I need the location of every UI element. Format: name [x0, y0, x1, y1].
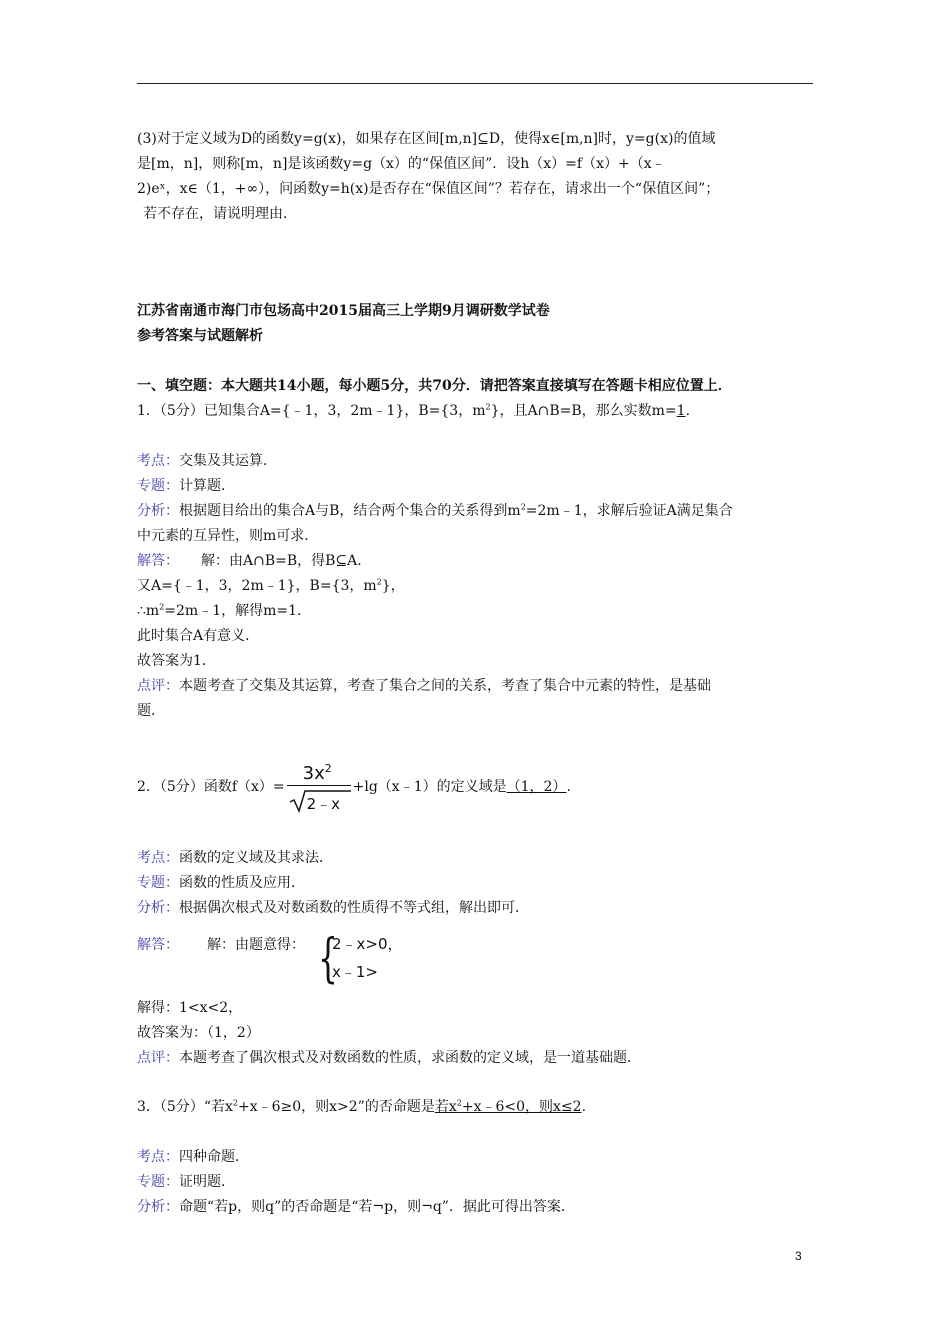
q1-jieda-2a: 又A={﹣1，3，2m﹣1}，B={3，m: [137, 578, 377, 594]
part3-line-3: 2)eˣ，x∈（1，+∞），问函数y=h(x)是否存在“保值区间”？若存在，请求出一个“保值区间”；: [137, 181, 720, 197]
q2-jieda-line-3: 故答案为：（1，2）: [137, 1025, 260, 1041]
fenxi-label: 分析：: [137, 900, 179, 916]
q3-answer: [435, 1099, 582, 1115]
q1-jieda-3a: ∴m: [137, 603, 160, 619]
q1-jieda-text: 解：由A∩B=B，得B⊆A．: [201, 553, 372, 569]
q3-zhuanti-text: 证明题．: [179, 1174, 235, 1190]
zhuanti-label: 专题：: [137, 875, 179, 891]
q1-stem-end: .: [685, 403, 691, 419]
fraction-bar: [287, 785, 351, 786]
q1-stem-text-2: }，且A∩B=B，那么实数m=: [490, 403, 677, 419]
zhuanti-label: 专题：: [137, 478, 179, 494]
q3-stem-text: 3．（5分）“若x: [137, 1099, 233, 1115]
fenxi-label: 分析：: [137, 503, 179, 519]
kaodian-label: 考点：: [137, 850, 179, 866]
q1-zhuanti-text: 计算题．: [179, 478, 235, 494]
q1-jieda-2b: }，: [381, 578, 405, 594]
q1-zhuanti: [137, 474, 817, 499]
fraction-denominator: [289, 789, 351, 813]
problem-part3: [137, 127, 817, 227]
question-1: [137, 399, 817, 424]
q3-solution: [137, 1145, 817, 1220]
q3-kaodian: [137, 1145, 817, 1170]
q1-fenxi-text: 根据题目给出的集合A与B，结合两个集合的关系得到m: [179, 503, 521, 519]
q1-jieda-line-4: 此时集合A有意义．: [137, 628, 260, 644]
q1-stem: [137, 399, 817, 424]
kaodian-label: 考点：: [137, 453, 179, 469]
section-heading-text: 一、填空题：本大题共14小题，每小题5分，共70分．请把答案直接填写在答题卡相应位置上．: [137, 378, 732, 394]
q2-stem-text: 2．（5分）函数f（x）=: [137, 779, 285, 795]
q2-stem: [137, 759, 817, 815]
part3-line-4: 若不存在，请说明理由．: [143, 206, 297, 222]
q2-kaodian-text: 函数的定义域及其求法．: [179, 850, 333, 866]
q2-solution: [137, 846, 817, 921]
q1-stem-text: 1．（5分）已知集合A={﹣1，3，2m﹣1}，B={3，m: [137, 403, 486, 419]
dianping-label: 点评：: [137, 1050, 179, 1066]
q3-kaodian-text: 四种命题．: [179, 1149, 249, 1165]
q3-answer-b: +x﹣6<0，则x≤2: [461, 1099, 582, 1115]
q3-stem-text-2: +x﹣6≥0，则x>2”的否命题是: [237, 1099, 435, 1115]
inequality-row-1: 2﹣x>0，: [332, 935, 403, 953]
q2-jieda-text: 解：由题意得：: [207, 937, 305, 953]
question-2: [137, 759, 817, 815]
q3-zhuanti: [137, 1170, 817, 1195]
q1-jieda-3sup: 2: [159, 602, 165, 612]
q1-fenxi: [137, 499, 817, 524]
q3-answer-sup: 2: [456, 1098, 462, 1108]
q1-answer: 1: [676, 403, 686, 419]
page-number: 3: [795, 1249, 802, 1263]
q2-dianping: [137, 1046, 817, 1071]
q1-kaodian-text: 交集及其运算．: [179, 453, 277, 469]
part3-line-2: 是[m，n]，则称[m，n]是该函数y=g（x）的“保值区间”．设h（x）=f（x）+（x﹣: [137, 156, 666, 172]
q1-jieda-line-3: [137, 599, 817, 624]
q3-answer-a: 若x: [434, 1099, 457, 1115]
jieda-label: 解答：: [137, 553, 179, 569]
inequality-row-2: x﹣1>: [332, 963, 378, 981]
q3-fenxi-text: 命题“若p，则q”的否命题是“若¬p，则¬q”．据此可得出答案．: [179, 1199, 575, 1215]
q3-stem-sup: 2: [232, 1098, 238, 1108]
q2-jieda-line-1: [137, 933, 817, 958]
q1-solution: [137, 449, 817, 724]
q1-jieda: [137, 549, 817, 574]
q2-dianping-text: 本题考查了偶次根式及对数函数的性质，求函数的定义域，是一道基础题．: [179, 1050, 641, 1066]
q1-kaodian: [137, 449, 817, 474]
q3-stem-end: .: [581, 1099, 587, 1115]
q2-stem-end: .: [566, 779, 571, 795]
fraction-denominator-text: 2﹣x: [306, 795, 341, 813]
header-rule: [137, 83, 813, 84]
q1-stem-sup: 2: [485, 402, 491, 412]
q1-dianping-text: 本题考查了交集及其运算，考查了集合之间的关系，考查了集合中元素的特性，是基础: [179, 678, 711, 694]
q2-answer: （1，2）: [506, 779, 567, 795]
q1-fenxi-line-2: 中元素的互异性，则m可求．: [137, 528, 319, 544]
zhuanti-label: 专题：: [137, 1174, 179, 1190]
dianping-label: 点评：: [137, 678, 179, 694]
kaodian-label: 考点：: [137, 1149, 179, 1165]
inequality-system: [318, 931, 438, 989]
q2-fenxi: [137, 896, 817, 921]
q3-stem: [137, 1095, 817, 1120]
q2-solution-2: [137, 996, 817, 1071]
q2-kaodian: [137, 846, 817, 871]
section-heading: [137, 374, 817, 399]
q1-fenxi-text-2: =2m﹣1，求解后验证A满足集合: [525, 503, 733, 519]
q3-fenxi: [137, 1195, 817, 1220]
part3-line-1: (3)对于定义域为D的函数y=g(x)，如果存在区间[m,n]⊆D，使得x∈[m,n]时，y=g(x)的值域: [137, 131, 716, 147]
document-header: [137, 299, 817, 349]
fraction-numerator-sup: 2: [324, 762, 332, 775]
q2-jieda-line-2: 解得：1<x<2，: [137, 1000, 243, 1016]
document-title: 江苏省南通市海门市包场高中2015届高三上学期9月调研数学试卷: [137, 303, 550, 319]
q1-dianping: [137, 674, 817, 699]
q1-jieda-3b: =2m﹣1，解得m=1．: [164, 603, 312, 619]
q2-jieda: [137, 933, 817, 958]
q2-zhuanti: [137, 871, 817, 896]
q1-jieda-line-5: 故答案为1．: [137, 653, 216, 669]
q1-dianping-line-2: 题．: [137, 703, 165, 719]
q1-jieda-2sup: 2: [376, 577, 382, 587]
fenxi-label: 分析：: [137, 1199, 179, 1215]
q2-zhuanti-text: 函数的性质及应用．: [179, 875, 305, 891]
question-3: [137, 1095, 817, 1120]
jieda-label: 解答：: [137, 937, 179, 953]
document-subtitle: 参考答案与试题解析: [137, 328, 263, 344]
q2-stem-text-2: +lg（x﹣1）的定义域是: [352, 779, 507, 795]
q2-fenxi-text: 根据偶次根式及对数函数的性质得不等式组，解出即可．: [179, 900, 529, 916]
fraction-numerator-text: 3x: [302, 763, 325, 784]
fraction: [287, 759, 351, 815]
q1-jieda-line-2: [137, 574, 817, 599]
q1-fenxi-sup: 2: [520, 502, 526, 512]
brace-icon: {: [318, 929, 338, 989]
